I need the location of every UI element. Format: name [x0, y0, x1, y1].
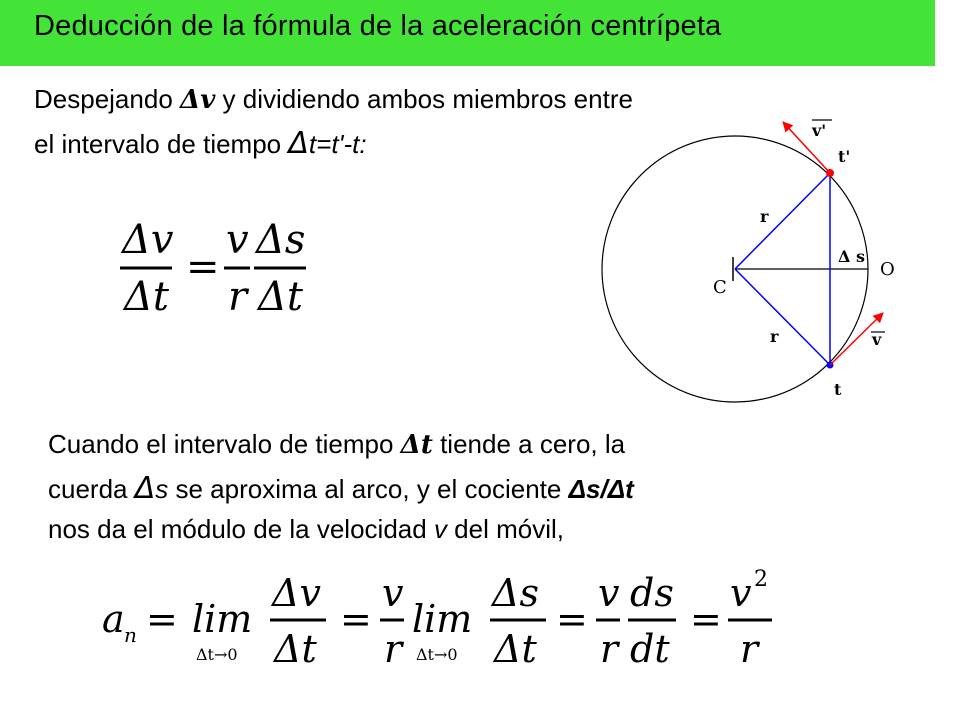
limit-chord-s: s — [155, 474, 169, 504]
limit-text-f: del móvil, — [446, 514, 564, 544]
limit-text-a: Cuando el intervalo de tiempo — [48, 429, 401, 459]
eq2-equals-2: = — [340, 597, 372, 641]
eq2-ds: Δs — [492, 571, 539, 615]
label-r-bottom: r — [770, 327, 779, 346]
slide-title: Deducción de la fórmula de la aceleración centrípeta — [34, 10, 722, 42]
eq1-r2-denominator: Δt — [258, 274, 303, 320]
eq2-dt-2: Δt — [494, 627, 537, 671]
intro-text-c: el intervalo de tiempo — [34, 129, 289, 159]
limit-text-e: nos da el módulo de la velocidad — [48, 514, 434, 544]
delta-t-expr: t=t'-t: — [308, 129, 367, 159]
label-delta-s: Δ s — [838, 247, 865, 266]
delta-v-delta: Δ — [180, 85, 201, 115]
eq2-exponent: 2 — [754, 567, 768, 592]
eq2-r-3: r — [740, 627, 759, 671]
intro-text-a: Despejando — [34, 84, 180, 114]
eq1-lhs-numerator: Δv — [122, 217, 174, 263]
label-O: O — [880, 259, 895, 280]
label-t-prime: t' — [838, 147, 851, 166]
circular-motion-diagram — [602, 120, 895, 402]
limit-text-d: se aproxima al arco, y el cociente — [168, 474, 569, 504]
limit-text-b: tiende a cero, la — [432, 429, 626, 459]
label-v: v — [872, 330, 882, 349]
eq2-r-2: r — [600, 627, 619, 671]
limit-v: v — [433, 514, 447, 544]
eq2-v-1: v — [382, 571, 404, 615]
eq2-r-1: r — [384, 627, 403, 671]
radius-to-t — [735, 269, 830, 365]
eq2-dv: Δv — [272, 571, 321, 615]
equation-1 — [120, 217, 306, 320]
eq1-lhs-denominator: Δt — [124, 274, 169, 320]
label-t: t — [834, 380, 842, 399]
eq2-lim-1: lim — [192, 597, 253, 641]
label-C: C — [713, 277, 727, 298]
eq2-limsub-1: Δt→0 — [196, 645, 238, 664]
eq2-equals-1: = — [146, 597, 178, 641]
eq2-v-squared: v — [730, 571, 752, 615]
limit-dt: Δt — [400, 430, 433, 460]
label-r-top: r — [760, 207, 769, 226]
eq1-r1-numerator: v — [226, 217, 249, 263]
eq1-r1-denominator: r — [228, 274, 248, 320]
intro-text-b: y dividiendo ambos miembros entre — [215, 84, 633, 114]
delta-t-delta: Δ — [288, 126, 309, 161]
eq2-equals-4: = — [690, 597, 722, 641]
limit-chord-delta: Δ — [134, 471, 156, 506]
eq2-dt-1: Δt — [274, 627, 317, 671]
eq2-n: n — [124, 623, 137, 647]
eq2-v-2: v — [598, 571, 620, 615]
label-v-prime: v' — [812, 121, 827, 140]
radius-to-t-prime — [735, 173, 830, 269]
eq2-ddt: dt — [630, 627, 670, 671]
eq1-equals: = — [186, 244, 220, 290]
limit-text-c: cuerda — [48, 474, 135, 504]
eq1-r2-numerator: Δs — [256, 217, 306, 263]
delta-v-v: v — [200, 85, 216, 115]
equation-2 — [102, 567, 772, 671]
eq2-limsub-2: Δt→0 — [416, 645, 458, 664]
eq2-dds: ds — [630, 571, 674, 615]
eq2-a: a — [102, 597, 125, 641]
eq2-lim-2: lim — [412, 597, 473, 641]
limit-quotient: Δs/Δt — [568, 474, 634, 504]
eq2-equals-3: = — [556, 597, 588, 641]
